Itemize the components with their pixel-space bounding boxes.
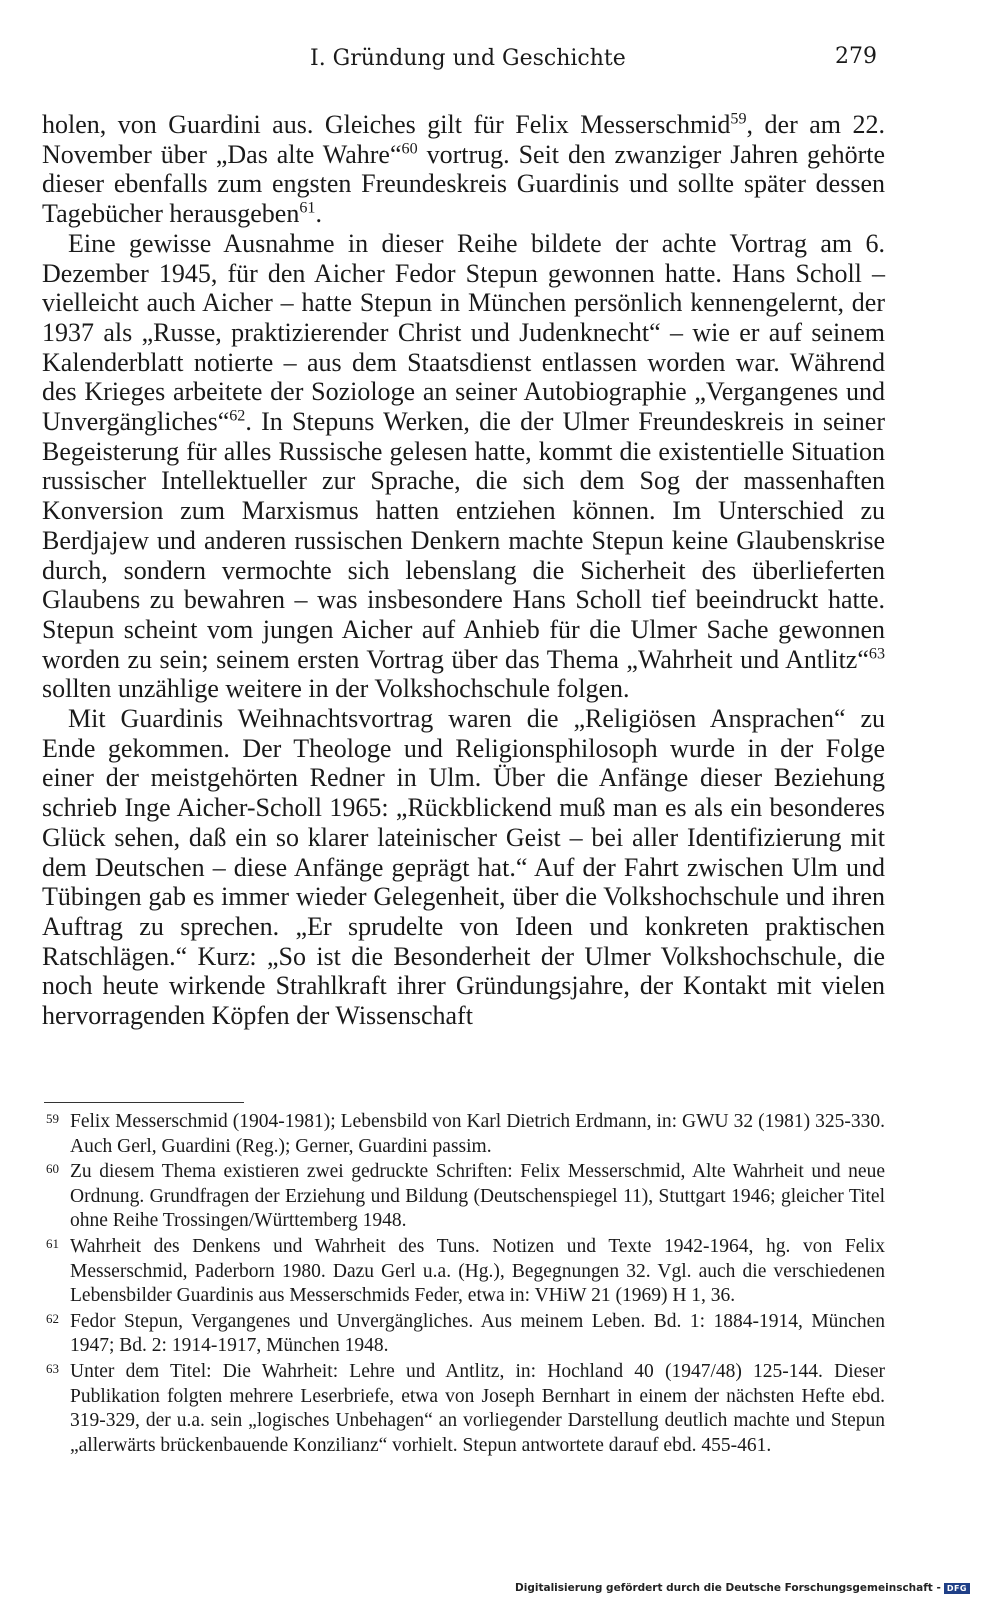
- text-run: . In Stepuns Werken, die der Ulmer Freundeskreis in seiner Begeisterung für alles Russische gelesen hatte, kommt die existentielle Situation russischer Intellektueller zur Sprache, die sich dem Sog der massenhaften Konversion zum Marxismus hatten entziehen können. Im Unterschied zu Berdjajew und anderen russischen Denkern machte Stepun keine Glaubenskrise durch, sondern vermochte sich lebenslang die Sicherheit des überlieferten Glaubens zu bewahren – was insbesondere Hans Scholl tief beeindruckt hatte. Stepun scheint vom jungen Aicher auf Anhieb für die Ulmer Sache gewonnen worden zu sein; seinem ersten Vortrag über das Thema „Wahrheit und Antlitz“: [42, 407, 885, 674]
- text-run: vortrug. Seit den zwanziger Jahren gehörte dieser ebenfalls zum engsten Freundeskreis Guardinis und sollte später dessen Tagebücher herausgeben: [42, 139, 885, 229]
- digitization-credit: [515, 1582, 970, 1594]
- text-run: sollten unzählige weitere in der Volkshochschule folgen.: [42, 674, 630, 704]
- footnote-text: Zu diesem Thema existieren zwei gedruckte Schriften: Felix Messerschmid, Alte Wahrheit und neue Ordnung. Grundfragen der Erziehung und Bildung (Deutschenspiegel 11), Stuttgart 1946; gleicher Titel ohne Reihe Trossingen/Württemberg 1948.: [70, 1161, 885, 1232]
- footnotes-section: [42, 1110, 885, 1459]
- footnote-reference: 59: [730, 110, 747, 128]
- body-paragraph: [42, 229, 885, 704]
- text-run: holen, von Guardini aus. Gleiches gilt für Felix Messerschmid: [42, 110, 731, 139]
- dfg-logo-icon: DFG: [944, 1583, 970, 1594]
- footnote-text: Felix Messerschmid (1904-1981); Lebensbild von Karl Dietrich Erdmann, in: GWU 32 (1981) 325-330. Auch Gerl, Guardini (Reg.); Gerner, Guardini passim.: [70, 1111, 885, 1157]
- footnote-text: Unter dem Titel: Die Wahrheit: Lehre und Antlitz, in: Hochland 40 (1947/48) 125-144. Dieser Publikation folgten mehrere Leserbriefe, etwa von Joseph Bernhart in einem der nächsten Hefte ebd. 319-329, der u.a. sein „logisches Unbehagen“ an vorliegender Darstellung deutlich machte und Stepun „allerwärts brückenbauende Konzilianz“ vorhielt. Stepun antwortete darauf ebd. 455-461.: [70, 1360, 885, 1456]
- page-header: [0, 44, 1000, 78]
- credit-text: Digitalisierung gefördert durch die Deutsche Forschungsgemeinschaft -: [515, 1582, 941, 1594]
- footnote-number: 61: [46, 1235, 59, 1251]
- footnote-divider: [44, 1102, 244, 1103]
- footnote-number: 63: [46, 1360, 59, 1376]
- footnote: [42, 1110, 885, 1159]
- footnote: [42, 1360, 885, 1458]
- body-paragraph: [42, 704, 885, 1031]
- footnote-text: Fedor Stepun, Vergangenes und Unvergängliches. Aus meinem Leben. Bd. 1: 1884-1914, München 1947; Bd. 2: 1914-1917, München 1948.: [70, 1310, 885, 1357]
- footnote: [42, 1160, 885, 1234]
- body-paragraph: [42, 110, 885, 229]
- footnote-reference: 61: [299, 199, 316, 217]
- running-head: I. Gründung und Geschichte: [310, 46, 626, 71]
- footnote-number: 62: [46, 1310, 59, 1326]
- main-body-text: [42, 110, 885, 1031]
- page-number: 279: [835, 44, 877, 69]
- text-run: .: [315, 199, 322, 229]
- footnote-reference: 63: [868, 644, 885, 662]
- footnote-number: 60: [46, 1161, 59, 1177]
- footnote: [42, 1235, 885, 1309]
- footnote-reference: 62: [229, 407, 246, 425]
- text-run: Mit Guardinis Weihnachtsvortrag waren die „Religiösen Ansprachen“ zu Ende gekommen. Der Theologe und Religionsphilosoph wurde in der Folge einer der meistgehörten Redner in Ulm. Über die Anfänge dieser Beziehung schrieb Inge Aicher-Scholl 1965: „Rückblickend muß man es als ein besonderes Glück sehen, daß ein so klarer lateinischer Geist – bei aller Identifizierung mit dem Deutschen – diese Anfänge geprägt hat.“ Auf der Fahrt zwischen Ulm und Tübingen gab es immer wieder Gelegenheit, über die Volkshochschule und ihren Auftrag zu sprechen. „Er sprudelte von Ideen und konkreten praktischen Ratschlägen.“ Kurz: „So ist die Besonderheit der Ulmer Volkshochschule, die noch heute wirkende Strahlkraft ihrer Gründungsjahre, der Kontakt mit vielen hervorragenden Köpfen der Wissenschaft: [42, 704, 885, 1031]
- footnote-text: Wahrheit des Denkens und Wahrheit des Tuns. Notizen und Texte 1942-1964, hg. von Felix Messerschmid, Paderborn 1980. Dazu Gerl u.a. (Hg.), Begegnungen 32. Vgl. auch die verschiedenen Lebensbilder Guardinis aus Messerschmids Feder, etwa in: VHiW 21 (1969) H 1, 36.: [70, 1235, 885, 1307]
- footnote-reference: 60: [401, 140, 418, 158]
- text-run: Eine gewisse Ausnahme in dieser Reihe bildete der achte Vortrag am 6. Dezember 1945, für den Aicher Fedor Stepun gewonnen hatte. Hans Scholl – vielleicht auch Aicher – hatte Stepun in München persönlich kennengelernt, der 1937 als „Russe, praktizierender Christ und Judenknecht“ – wie er auf seinem Kalenderblatt notierte – aus dem Staatsdienst entlassen worden war. Während des Krieges arbeitete der Soziologe an seiner Autobiographie „Vergangenes und Unvergängliches“: [42, 228, 885, 437]
- text-run: , der am 22. November über „Das alte Wahre“: [42, 110, 885, 169]
- footnote-number: 59: [46, 1111, 59, 1126]
- footnote: [42, 1310, 885, 1359]
